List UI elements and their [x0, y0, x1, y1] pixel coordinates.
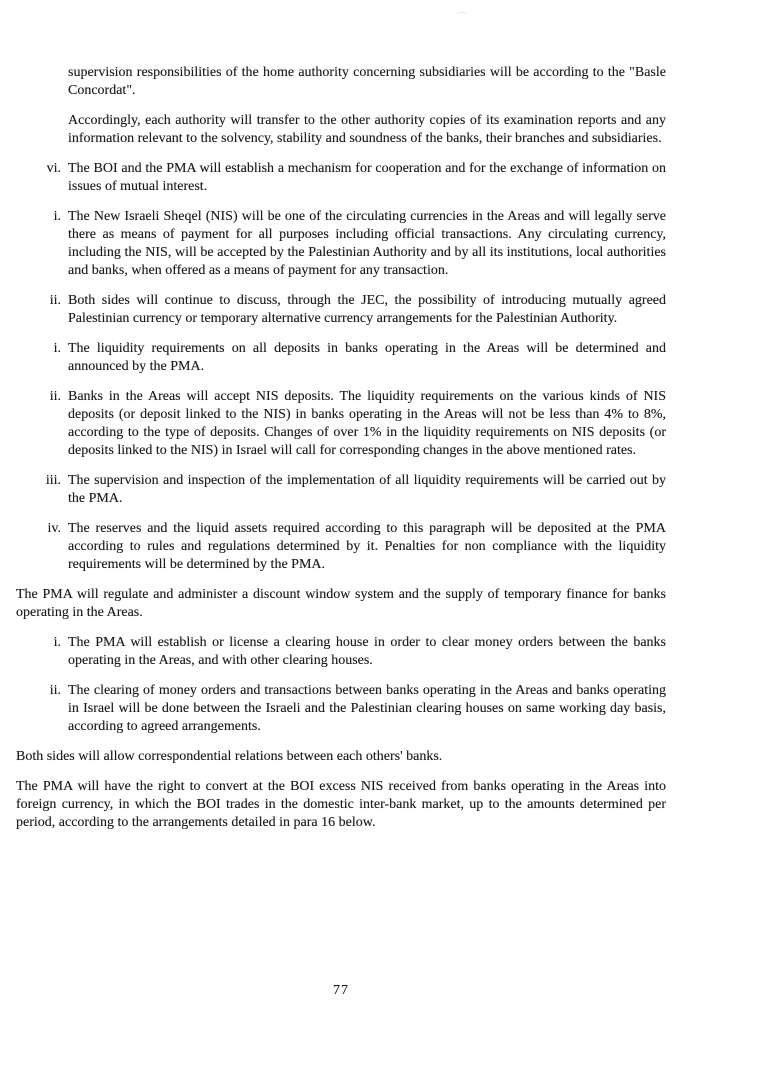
list-marker: iv.	[47, 521, 61, 536]
list-item	[16, 520, 666, 574]
paragraph: supervision responsibilities of the home authority concerning subsidiaries will be according to the "Basle Concordat".	[68, 65, 666, 98]
paragraph: The PMA will have the right to convert at the BOI excess NIS received from banks operating in the Areas into foreign currency, in which the BOI trades in the domestic inter-bank market, up to the amounts determined per period, according to the arrangements detailed in para 16 below.	[16, 779, 666, 830]
list-marker: ii.	[49, 389, 61, 404]
list-item-text: The liquidity requirements on all deposits in banks operating in the Areas will be determined and announced by the PMA.	[68, 341, 666, 374]
list-item-text: Both sides will continue to discuss, through the JEC, the possibility of introducing mutually agreed Palestinian currency or temporary alternative currency arrangements for the Palestinian Authority.	[68, 293, 666, 326]
paragraph: Accordingly, each authority will transfer to the other authority copies of its examination reports and any information relevant to the solvency, stability and soundness of the banks, their branches and subsidiaries.	[68, 113, 666, 146]
list-item-text: The BOI and the PMA will establish a mechanism for cooperation and for the exchange of information on issues of mutual interest.	[68, 161, 666, 194]
list-item	[16, 388, 666, 460]
list-marker: ii.	[49, 293, 61, 308]
page-content	[16, 64, 666, 844]
list-marker: i.	[53, 341, 61, 356]
list-item-text: The supervision and inspection of the implementation of all liquidity requirements will be carried out by the PMA.	[68, 473, 666, 506]
list-marker: iii.	[45, 473, 61, 488]
list-item-text: The PMA will establish or license a clearing house in order to clear money orders between the banks operating in the Areas, and with other clearing houses.	[68, 635, 666, 668]
list-item-text: The reserves and the liquid assets required according to this paragraph will be deposited at the PMA according to rules and regulations determined by it. Penalties for non compliance with the liquidity requirements will be determined by the PMA.	[68, 521, 666, 572]
list-marker: vi.	[46, 161, 61, 176]
list-marker: i.	[53, 209, 61, 224]
list-item	[16, 160, 666, 196]
list-item-text: The clearing of money orders and transactions between banks operating in the Areas and banks operating in Israel will be done between the Israeli and the Palestinian clearing houses on same working day basis, according to agreed arrangements.	[68, 683, 666, 734]
list-item-text: Banks in the Areas will accept NIS deposits. The liquidity requirements on the various kinds of NIS deposits (or deposit linked to the NIS) in banks operating in the Areas will not be less than 4% to 8%, according to the type of deposits. Changes of over 1% in the liquidity requirements on NIS deposits (or deposits linked to the NIS) in Israel will call for corresponding changes in the above mentioned rates.	[68, 389, 666, 458]
list-item	[16, 682, 666, 736]
list-item	[16, 472, 666, 508]
paragraph: Both sides will allow correspondential relations between each others' banks.	[16, 749, 443, 764]
list-item	[16, 292, 666, 328]
paragraph: The PMA will regulate and administer a discount window system and the supply of temporary finance for banks operating in the Areas.	[16, 587, 666, 620]
list-item	[16, 208, 666, 280]
list-item	[16, 634, 666, 670]
list-marker: ii.	[49, 683, 61, 698]
list-marker: i.	[53, 635, 61, 650]
list-item-text: The New Israeli Sheqel (NIS) will be one of the circulating currencies in the Areas and will legally serve there as means of payment for all purposes including official transactions. Any circulating currency, including the NIS, will be accepted by the Palestinian Authority and by all its institutions, local authorities and banks, when offered as a means of payment for any transaction.	[68, 209, 666, 278]
page-number: 77	[333, 983, 349, 998]
list-item	[16, 340, 666, 376]
scan-artifact	[455, 12, 469, 18]
